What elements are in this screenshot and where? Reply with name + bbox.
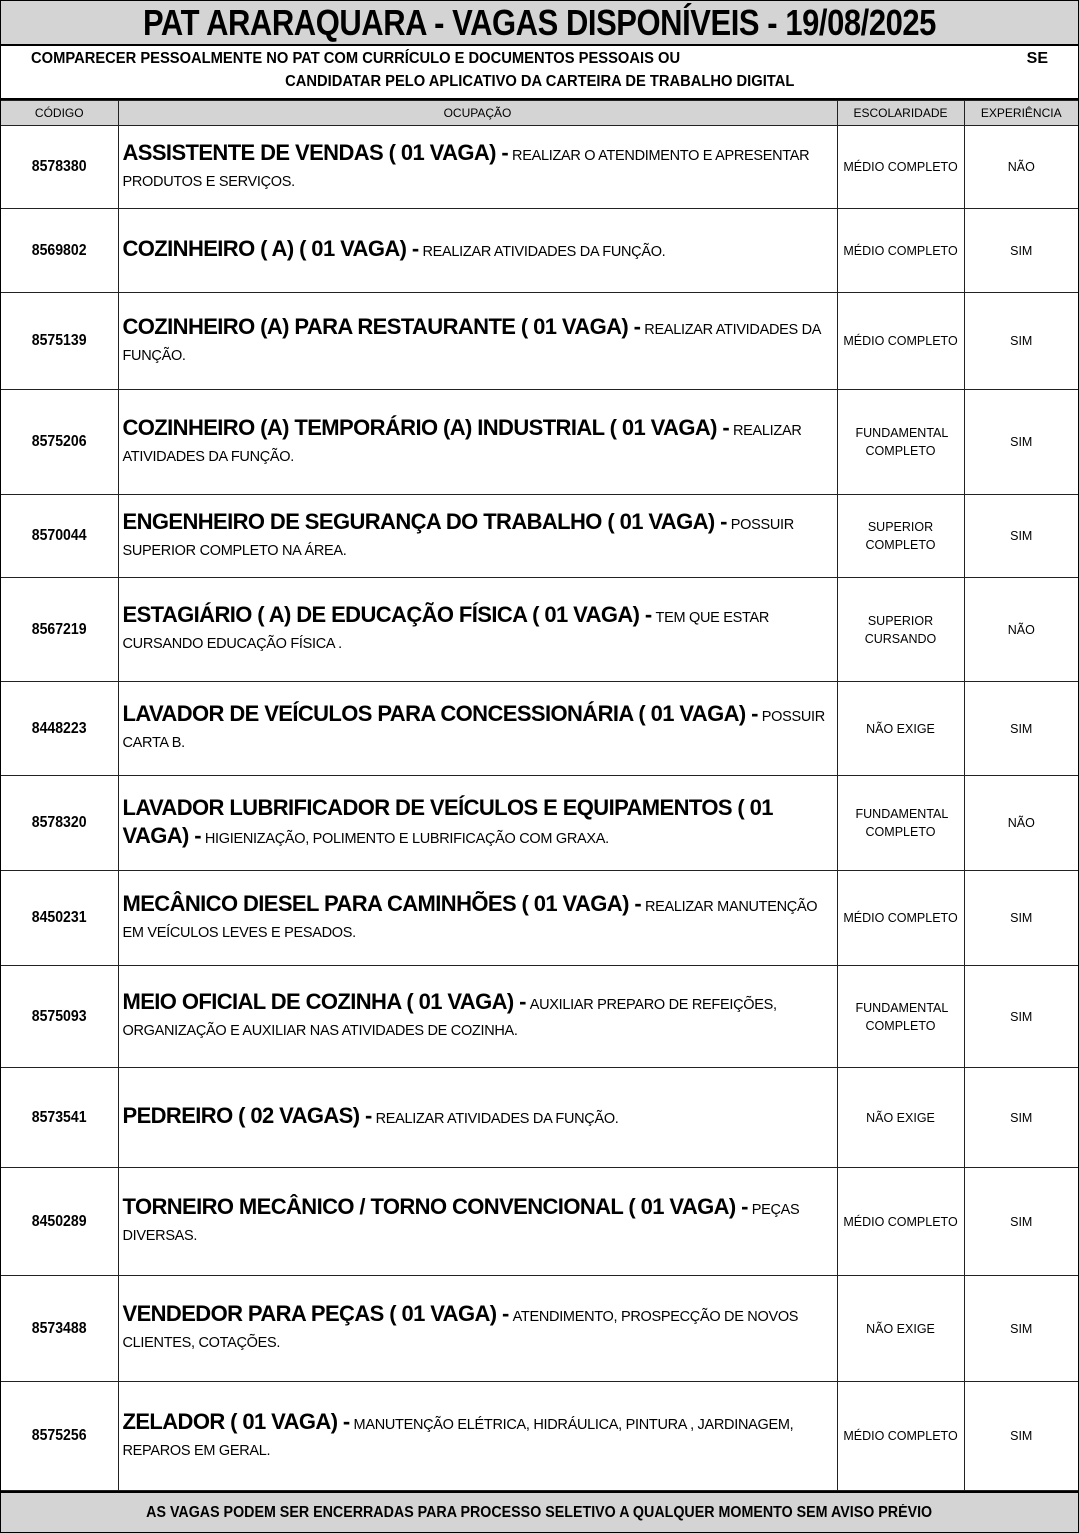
job-education: NÃO EXIGE (837, 1068, 964, 1168)
job-occupation-cell (118, 682, 837, 776)
job-code-cell (1, 209, 118, 293)
job-title: LAVADOR DE VEÍCULOS PARA CONCESSIONÁRIA ( 01 VAGA) - (122, 701, 758, 726)
job-code: 8567219 (31, 620, 87, 638)
job-description: HIGIENIZAÇÃO, POLIMENTO E LUBRIFICAÇÃO COM GRAXA. (204, 830, 609, 847)
job-experience: SIM (964, 293, 1078, 390)
job-occupation-cell (118, 578, 837, 682)
notice-line-2: CANDIDATAR PELO APLICATIVO DA CARTEIRA DE TRABALHO DIGITAL (284, 73, 795, 90)
job-description: REALIZAR ATIVIDADES DA FUNÇÃO. (422, 244, 666, 260)
job-occupation-cell (118, 1382, 837, 1491)
job-occupation-cell (118, 871, 837, 966)
job-experience: NÃO (964, 776, 1078, 871)
notice-line-2-wrap (1, 73, 1078, 91)
job-description: REALIZAR O ATENDIMENTO E APRESENTAR PRODUTOS E SERVIÇOS. (122, 147, 810, 190)
job-code: 8575139 (31, 332, 87, 349)
job-description: ATENDIMENTO, PROSPECÇÃO DE NOVOS CLIENTES, COTAÇÕES. (122, 1309, 799, 1351)
job-description: TEM QUE ESTAR CURSANDO EDUCAÇÃO FÍSICA . (122, 610, 769, 652)
job-experience: SIM (964, 495, 1078, 578)
job-description: MANUTENÇÃO ELÉTRICA, HIDRÁULICA, PINTURA , JARDINAGEM, REPAROS EM GERAL. (122, 1416, 794, 1459)
job-occupation-cell (118, 1276, 837, 1382)
job-description: REALIZAR MANUTENÇÃO EM VEÍCULOS LEVES E PESADOS. (122, 898, 818, 941)
job-code: 8450289 (31, 1212, 87, 1230)
job-education: NÃO EXIGE (837, 682, 964, 776)
job-experience: SIM (964, 1276, 1078, 1382)
table-row (1, 209, 1078, 293)
job-code: 8575093 (31, 1007, 87, 1025)
table-row (1, 1276, 1078, 1382)
job-experience: SIM (964, 1068, 1078, 1168)
table-row (1, 1382, 1078, 1491)
job-experience: SIM (964, 682, 1078, 776)
job-code: 8573488 (31, 1319, 87, 1337)
table-row (1, 1168, 1078, 1276)
job-education: MÉDIO COMPLETO (837, 1168, 964, 1276)
job-experience: SIM (964, 966, 1078, 1068)
table-row (1, 871, 1078, 966)
job-code: 8573541 (31, 1108, 87, 1126)
instructions-notice (1, 46, 1078, 100)
table-row (1, 293, 1078, 390)
footer-text: AS VAGAS PODEM SER ENCERRADAS PARA PROCESSO SELETIVO A QUALQUER MOMENTO SEM AVISO PRÉVIO (146, 1504, 933, 1521)
job-education: SUPERIOR COMPLETO (837, 495, 964, 578)
job-experience: SIM (964, 390, 1078, 495)
job-title: COZINHEIRO (A) TEMPORÁRIO (A) INDUSTRIAL ( 01 VAGA) - (122, 414, 730, 440)
table-row (1, 966, 1078, 1068)
table-row (1, 682, 1078, 776)
job-education: MÉDIO COMPLETO (837, 1382, 964, 1491)
job-code: 8575206 (31, 433, 87, 450)
job-code-cell (1, 776, 118, 871)
job-code: 8578380 (31, 158, 87, 175)
job-education: MÉDIO COMPLETO (837, 209, 964, 293)
job-experience: SIM (964, 1382, 1078, 1491)
table-row (1, 1068, 1078, 1168)
job-title: VENDEDOR PARA PEÇAS ( 01 VAGA) - (122, 1301, 509, 1326)
job-code-cell (1, 966, 118, 1068)
job-description: POSSUIR CARTA B. (122, 709, 825, 751)
footer-notice (1, 1491, 1078, 1532)
job-occupation-cell (118, 209, 837, 293)
job-title: ESTAGIÁRIO ( A) DE EDUCAÇÃO FÍSICA ( 01 VAGA) - (122, 602, 652, 627)
job-education: MÉDIO COMPLETO (837, 871, 964, 966)
job-code-cell (1, 1068, 118, 1168)
table-row (1, 578, 1078, 682)
page-title: PAT ARARAQUARA - VAGAS DISPONÍVEIS - 19/08/2025 (76, 1, 1002, 44)
column-header-occupation: OCUPAÇÃO (118, 101, 837, 126)
job-title: MEIO OFICIAL DE COZINHA ( 01 VAGA) - (122, 989, 526, 1014)
job-description: REALIZAR ATIVIDADES DA FUNÇÃO. (122, 422, 802, 465)
job-experience: SIM (964, 871, 1078, 966)
table-header-row (1, 101, 1078, 126)
job-education: NÃO EXIGE (837, 1276, 964, 1382)
job-description: PEÇAS DIVERSAS. (122, 1202, 800, 1244)
job-occupation-cell (118, 966, 837, 1068)
job-code: 8578320 (31, 814, 87, 831)
column-header-education: ESCOLARIDADE (837, 101, 964, 126)
job-education: SUPERIOR CURSANDO (837, 578, 964, 682)
job-occupation-cell (118, 1168, 837, 1276)
job-education: MÉDIO COMPLETO (837, 126, 964, 209)
job-experience: SIM (964, 209, 1078, 293)
job-occupation-cell (118, 1068, 837, 1168)
job-occupation-cell (118, 776, 837, 871)
column-header-experience: EXPERIÊNCIA (964, 101, 1078, 126)
job-experience: NÃO (964, 578, 1078, 682)
job-code-cell (1, 1168, 118, 1276)
job-code: 8448223 (31, 719, 87, 737)
job-description: REALIZAR ATIVIDADES DA FUNÇÃO. (375, 1111, 619, 1127)
job-title: COZINHEIRO (A) PARA RESTAURANTE ( 01 VAGA) - (122, 313, 641, 339)
job-code-cell (1, 495, 118, 578)
column-header-code: CÓDIGO (1, 101, 118, 126)
job-occupation-cell (118, 293, 837, 390)
job-code: 8570044 (31, 527, 87, 544)
job-code-cell (1, 578, 118, 682)
notice-line-1: COMPARECER PESSOALMENTE NO PAT COM CURRÍCULO E DOCUMENTOS PESSOAIS OU (31, 50, 681, 67)
jobs-table-body (1, 126, 1078, 1491)
job-description: REALIZAR ATIVIDADES DA FUNÇÃO. (122, 321, 821, 364)
job-occupation-cell (118, 390, 837, 495)
job-code: 8575256 (31, 1427, 87, 1444)
job-title: ASSISTENTE DE VENDAS ( 01 VAGA) - (122, 139, 509, 165)
job-title: MECÂNICO DIESEL PARA CAMINHÕES ( 01 VAGA) - (122, 890, 642, 916)
jobs-table (1, 100, 1078, 1491)
job-education: FUNDAMENTAL COMPLETO (837, 966, 964, 1068)
job-title: COZINHEIRO ( A) ( 01 VAGA) - (122, 236, 419, 261)
job-code-cell (1, 1382, 118, 1491)
job-description: AUXILIAR PREPARO DE REFEIÇÕES, ORGANIZAÇÃO E AUXILIAR NAS ATIVIDADES DE COZINHA. (122, 997, 777, 1039)
job-title: LAVADOR LUBRIFICADOR DE VEÍCULOS E EQUIPAMENTOS ( 01 VAGA) - (122, 794, 773, 848)
job-title: ENGENHEIRO DE SEGURANÇA DO TRABALHO ( 01 VAGA) - (122, 508, 727, 534)
table-row (1, 776, 1078, 871)
job-experience: NÃO (964, 126, 1078, 209)
job-code: 8450231 (31, 909, 87, 926)
job-code: 8569802 (31, 241, 87, 259)
table-row (1, 390, 1078, 495)
job-occupation-cell (118, 495, 837, 578)
job-code-cell (1, 682, 118, 776)
table-row (1, 495, 1078, 578)
job-code-cell (1, 126, 118, 209)
job-title: ZELADOR ( 01 VAGA) - (122, 1408, 350, 1434)
job-code-cell (1, 390, 118, 495)
job-occupation-cell (118, 126, 837, 209)
job-education: FUNDAMENTAL COMPLETO (837, 776, 964, 871)
job-experience: SIM (964, 1168, 1078, 1276)
job-code-cell (1, 293, 118, 390)
job-description: POSSUIR SUPERIOR COMPLETO NA ÁREA. (122, 516, 794, 559)
job-code-cell (1, 1276, 118, 1382)
job-education: FUNDAMENTAL COMPLETO (837, 390, 964, 495)
job-title: PEDREIRO ( 02 VAGAS) - (122, 1103, 372, 1128)
title-bar (1, 1, 1078, 46)
table-row (1, 126, 1078, 209)
job-title: TORNEIRO MECÂNICO / TORNO CONVENCIONAL ( 01 VAGA) - (122, 1194, 748, 1219)
job-education: MÉDIO COMPLETO (837, 293, 964, 390)
job-code-cell (1, 871, 118, 966)
notice-se: SE (1026, 50, 1048, 67)
